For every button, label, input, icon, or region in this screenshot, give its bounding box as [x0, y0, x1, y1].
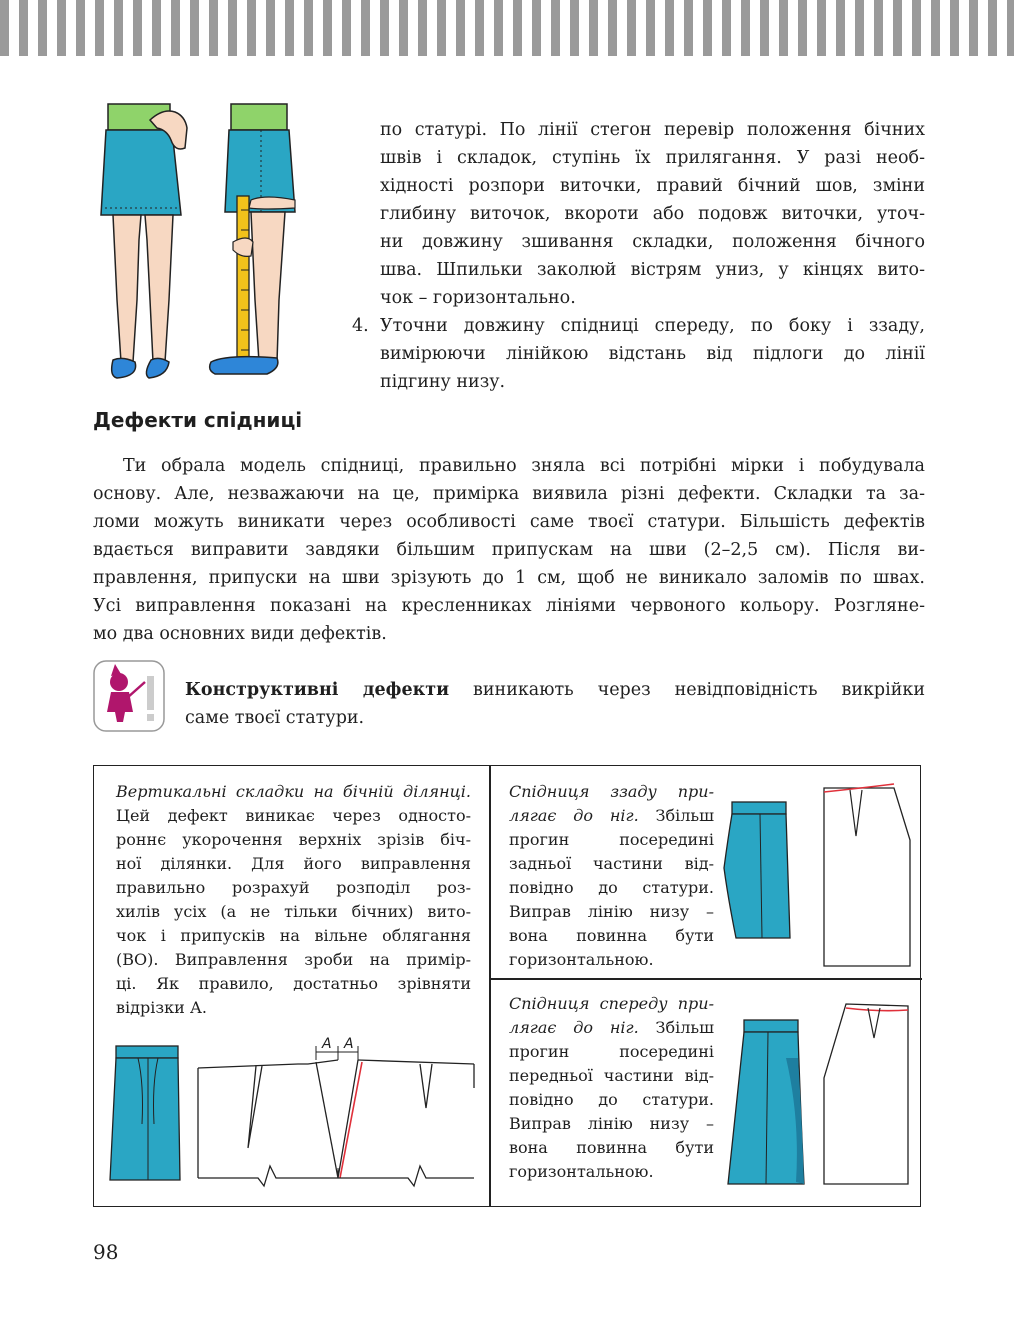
text-line [509, 780, 714, 804]
text-line [116, 780, 471, 804]
main-paragraph [93, 452, 925, 648]
text-line: ці. Як правило, достатньо зрівняти [116, 974, 471, 993]
section-heading: Дефекти спідниці [93, 408, 303, 432]
defect-title: Вертикальні складки на бічній ділянці. [116, 782, 471, 801]
defects-table [93, 765, 921, 1207]
text-line: передньої частини від- [509, 1066, 714, 1085]
gnome-pointer-icon [93, 660, 165, 732]
text-line: чок – горизонтально. [380, 288, 576, 308]
list-number: 4. [352, 316, 369, 336]
text-line: Виправ лінію низу – [509, 1114, 714, 1133]
text-line: прогин посередині [509, 1042, 714, 1061]
text-line [509, 992, 714, 1016]
text-line: горизонтальною. [509, 950, 654, 969]
text-line: роннє укорочення верхніх зрізів біч- [116, 830, 471, 849]
text-line: горизонтальною. [509, 1162, 654, 1181]
defect-title: Спідниця спереду при- [509, 994, 714, 1013]
text-rest: Збільш [638, 1018, 714, 1037]
text-line: ної ділянки. Для його виправлення [116, 854, 471, 873]
text-line: ломи можуть виникати через особливості саме твоєї статури. Більшість дефектів [93, 512, 925, 532]
defect-title: лягає до ніг. [509, 806, 639, 825]
text-line: прогин посередині [509, 830, 714, 849]
front-pattern-draft [822, 998, 914, 1188]
text-line: Ти обрала модель спідниці, правильно зняла всі потрібні мірки і побудувала [123, 456, 925, 476]
text-line: саме твоєї статури. [185, 708, 365, 728]
dart-pattern-draft [198, 1038, 478, 1188]
text-line: Усі виправлення показані на кресленниках лініями червоного кольору. Розгляне- [93, 596, 925, 616]
defect-front-clings-text [509, 992, 714, 1184]
page-number: 98 [93, 1240, 119, 1264]
text-line: задньої частини від- [509, 854, 714, 873]
defect-vertical-folds-text [116, 780, 471, 1020]
text-line: вона повинна бути [509, 926, 714, 945]
text-line: ни довжину зшивання складки, положення бічного [380, 232, 925, 252]
text-line: мо два основних види дефектів. [93, 624, 387, 644]
list-item [352, 312, 925, 396]
text-line: Цей дефект виникає через односто- [116, 806, 471, 825]
text-line: відрізки А. [116, 998, 208, 1017]
table-divider-horizontal [489, 978, 922, 980]
back-pattern-draft [822, 780, 914, 970]
text-line [509, 804, 714, 828]
defect-back-clings-text [509, 780, 714, 972]
note-callout-text [185, 676, 925, 732]
text-line: основу. Але, незважаючи на це, примірка виявила різні дефекти. Складки та за- [93, 484, 925, 504]
defect-title: Спідниця ззаду при- [509, 782, 714, 801]
text-line: правильно розрахуй розподіл роз- [116, 878, 471, 897]
text-line: швів і складок, ступінь їх прилягання. У разі необ- [380, 148, 925, 168]
skirt-back-profile-illustration [724, 798, 794, 943]
text-line: шва. Шпильки заколюй вістрям униз, у кінцях вито- [380, 260, 925, 280]
text-line: по статурі. По лінії стегон перевір положення бічних [380, 120, 925, 140]
text-line: правлення, припуски на шви зрізують до 1 см, щоб не виникало заломів по швах. [93, 568, 925, 588]
text-line: підгину низу. [380, 372, 506, 392]
text-line: повідно до статури. [509, 878, 714, 897]
text-line: повідно до статури. [509, 1090, 714, 1109]
skirt-length-measure-illustration [205, 100, 310, 385]
text-line: глибину виточок, вкороти або подовж виточки, уточ- [380, 204, 925, 224]
defect-title: лягає до ніг. [509, 1018, 639, 1037]
text-line: (ВО). Виправлення зроби на примір- [116, 950, 471, 969]
text-line: Уточни довжину спідниці спереду, по боку і ззаду, [380, 316, 925, 336]
text-line: хідності розпори виточки, правий бічний шов, зміни [380, 176, 925, 196]
decorative-top-stripes [0, 0, 1014, 56]
text-line: чок і припусків на вільне облягання [116, 926, 471, 945]
skirt-fitting-front-illustration [95, 100, 205, 385]
segment-label-a: А [344, 1036, 354, 1052]
text-line [185, 676, 925, 704]
skirt-front-profile-illustration [726, 1018, 806, 1188]
text-rest: Збільш [638, 806, 714, 825]
segment-label-a: А [322, 1036, 332, 1052]
text-line: вимірюючи лінійкою відстань від підлоги до лінії [380, 344, 925, 364]
text-line: вона повинна бути [509, 1138, 714, 1157]
text-line: хилів усіх (а не тільки бічних) вито- [116, 902, 471, 921]
skirt-side-folds-illustration [108, 1044, 188, 1184]
text-line: вдається виправити завдяки більшим припускам на шви (2–2,5 см). Після ви- [93, 540, 925, 560]
bold-term: Конструктивні дефекти [185, 680, 450, 700]
text-line: Виправ лінію низу – [509, 902, 714, 921]
intro-paragraph [380, 116, 925, 312]
table-divider-vertical [489, 766, 491, 1206]
text-line [509, 1016, 714, 1040]
note-line-rest: виникають через невідповідність викрійки [449, 680, 926, 700]
